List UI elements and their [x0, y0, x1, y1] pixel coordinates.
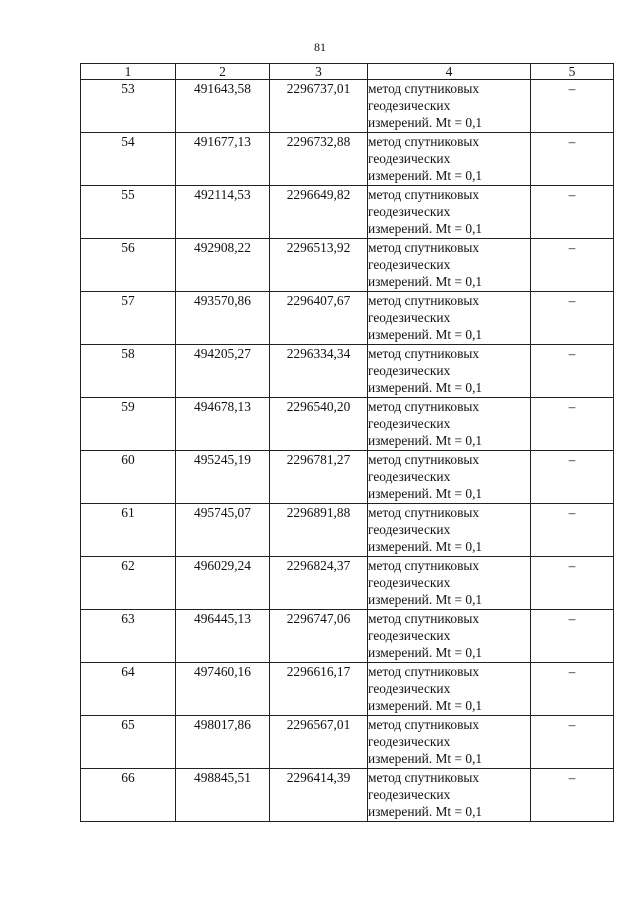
method-text-line: метод спутниковых [368, 81, 480, 96]
y-coordinate-cell: 2296824,37 [270, 557, 368, 610]
point-number-cell: 65 [81, 716, 176, 769]
method-text-line: измерений. Mt = 0,1 [368, 486, 483, 501]
y-coordinate-cell: 2296414,39 [270, 769, 368, 822]
x-coordinate-cell: 498845,51 [176, 769, 270, 822]
point-number-cell: 53 [81, 80, 176, 133]
y-coordinate-cell: 2296891,88 [270, 504, 368, 557]
method-cell [368, 133, 531, 186]
method-text-line: геодезических [368, 98, 451, 113]
method-cell [368, 557, 531, 610]
method-text-line: измерений. Mt = 0,1 [368, 751, 483, 766]
method-text-line: метод спутниковых [368, 187, 480, 202]
table-row [81, 716, 614, 769]
table-row [81, 186, 614, 239]
column-header-1: 1 [81, 64, 176, 80]
method-cell [368, 610, 531, 663]
note-cell: – [531, 186, 614, 239]
y-coordinate-cell: 2296407,67 [270, 292, 368, 345]
method-text-line: геодезических [368, 469, 451, 484]
method-cell [368, 663, 531, 716]
table-row [81, 504, 614, 557]
method-cell [368, 239, 531, 292]
note-cell: – [531, 133, 614, 186]
x-coordinate-cell: 496029,24 [176, 557, 270, 610]
page-number: 81 [314, 40, 326, 54]
y-coordinate-cell: 2296737,01 [270, 80, 368, 133]
column-header-4: 4 [368, 64, 531, 80]
method-text-line: метод спутниковых [368, 505, 480, 520]
point-number-cell: 54 [81, 133, 176, 186]
method-text-line: геодезических [368, 151, 451, 166]
method-text-line: измерений. Mt = 0,1 [368, 274, 483, 289]
x-coordinate-cell: 492114,53 [176, 186, 270, 239]
method-cell [368, 504, 531, 557]
method-cell [368, 80, 531, 133]
x-coordinate-cell: 491643,58 [176, 80, 270, 133]
x-coordinate-cell: 492908,22 [176, 239, 270, 292]
table-row [81, 292, 614, 345]
coordinates-table [80, 63, 614, 822]
note-cell: – [531, 610, 614, 663]
method-text-line: геодезических [368, 257, 451, 272]
x-coordinate-cell: 498017,86 [176, 716, 270, 769]
point-number-cell: 63 [81, 610, 176, 663]
x-coordinate-cell: 497460,16 [176, 663, 270, 716]
column-header-2: 2 [176, 64, 270, 80]
x-coordinate-cell: 491677,13 [176, 133, 270, 186]
table-row [81, 80, 614, 133]
x-coordinate-cell: 494678,13 [176, 398, 270, 451]
note-cell: – [531, 769, 614, 822]
table-row [81, 663, 614, 716]
method-cell [368, 345, 531, 398]
point-number-cell: 61 [81, 504, 176, 557]
point-number-cell: 57 [81, 292, 176, 345]
point-number-cell: 66 [81, 769, 176, 822]
note-cell: – [531, 239, 614, 292]
note-cell: – [531, 663, 614, 716]
note-cell: – [531, 80, 614, 133]
method-cell [368, 716, 531, 769]
method-text-line: геодезических [368, 734, 451, 749]
table-row [81, 769, 614, 822]
column-header-3: 3 [270, 64, 368, 80]
table-row [81, 557, 614, 610]
x-coordinate-cell: 493570,86 [176, 292, 270, 345]
method-text-line: метод спутниковых [368, 346, 480, 361]
point-number-cell: 62 [81, 557, 176, 610]
table-row [81, 398, 614, 451]
table-body [81, 80, 614, 822]
table-row [81, 451, 614, 504]
note-cell: – [531, 345, 614, 398]
method-text-line: геодезических [368, 681, 451, 696]
method-text-line: геодезических [368, 363, 451, 378]
method-text-line: метод спутниковых [368, 611, 480, 626]
point-number-cell: 59 [81, 398, 176, 451]
point-number-cell: 60 [81, 451, 176, 504]
method-text-line: измерений. Mt = 0,1 [368, 327, 483, 342]
table-row [81, 610, 614, 663]
method-cell [368, 769, 531, 822]
method-text-line: измерений. Mt = 0,1 [368, 539, 483, 554]
method-text-line: метод спутниковых [368, 717, 480, 732]
table-row [81, 133, 614, 186]
y-coordinate-cell: 2296732,88 [270, 133, 368, 186]
y-coordinate-cell: 2296616,17 [270, 663, 368, 716]
x-coordinate-cell: 495745,07 [176, 504, 270, 557]
x-coordinate-cell: 496445,13 [176, 610, 270, 663]
method-text-line: измерений. Mt = 0,1 [368, 804, 483, 819]
column-header-5: 5 [531, 64, 614, 80]
point-number-cell: 58 [81, 345, 176, 398]
method-text-line: измерений. Mt = 0,1 [368, 592, 483, 607]
x-coordinate-cell: 495245,19 [176, 451, 270, 504]
point-number-cell: 55 [81, 186, 176, 239]
method-cell [368, 451, 531, 504]
table-row [81, 239, 614, 292]
method-text-line: геодезических [368, 310, 451, 325]
note-cell: – [531, 398, 614, 451]
y-coordinate-cell: 2296334,34 [270, 345, 368, 398]
note-cell: – [531, 451, 614, 504]
method-text-line: геодезических [368, 204, 451, 219]
method-text-line: измерений. Mt = 0,1 [368, 433, 483, 448]
point-number-cell: 56 [81, 239, 176, 292]
y-coordinate-cell: 2296513,92 [270, 239, 368, 292]
method-text-line: метод спутниковых [368, 399, 480, 414]
method-text-line: геодезических [368, 787, 451, 802]
point-number-cell: 64 [81, 663, 176, 716]
method-text-line: измерений. Mt = 0,1 [368, 698, 483, 713]
method-text-line: метод спутниковых [368, 293, 480, 308]
note-cell: – [531, 504, 614, 557]
method-text-line: метод спутниковых [368, 770, 480, 785]
method-text-line: метод спутниковых [368, 134, 480, 149]
y-coordinate-cell: 2296781,27 [270, 451, 368, 504]
method-text-line: метод спутниковых [368, 558, 480, 573]
y-coordinate-cell: 2296649,82 [270, 186, 368, 239]
note-cell: – [531, 557, 614, 610]
method-text-line: метод спутниковых [368, 664, 480, 679]
method-text-line: измерений. Mt = 0,1 [368, 221, 483, 236]
method-text-line: геодезических [368, 628, 451, 643]
method-text-line: геодезических [368, 522, 451, 537]
method-text-line: геодезических [368, 416, 451, 431]
method-text-line: метод спутниковых [368, 240, 480, 255]
y-coordinate-cell: 2296540,20 [270, 398, 368, 451]
x-coordinate-cell: 494205,27 [176, 345, 270, 398]
method-cell [368, 292, 531, 345]
method-text-line: метод спутниковых [368, 452, 480, 467]
note-cell: – [531, 292, 614, 345]
table-row [81, 345, 614, 398]
method-cell [368, 398, 531, 451]
method-text-line: измерений. Mt = 0,1 [368, 380, 483, 395]
table-header-row [81, 64, 614, 80]
method-text-line: геодезических [368, 575, 451, 590]
note-cell: – [531, 716, 614, 769]
method-text-line: измерений. Mt = 0,1 [368, 168, 483, 183]
method-cell [368, 186, 531, 239]
y-coordinate-cell: 2296747,06 [270, 610, 368, 663]
y-coordinate-cell: 2296567,01 [270, 716, 368, 769]
method-text-line: измерений. Mt = 0,1 [368, 115, 483, 130]
method-text-line: измерений. Mt = 0,1 [368, 645, 483, 660]
